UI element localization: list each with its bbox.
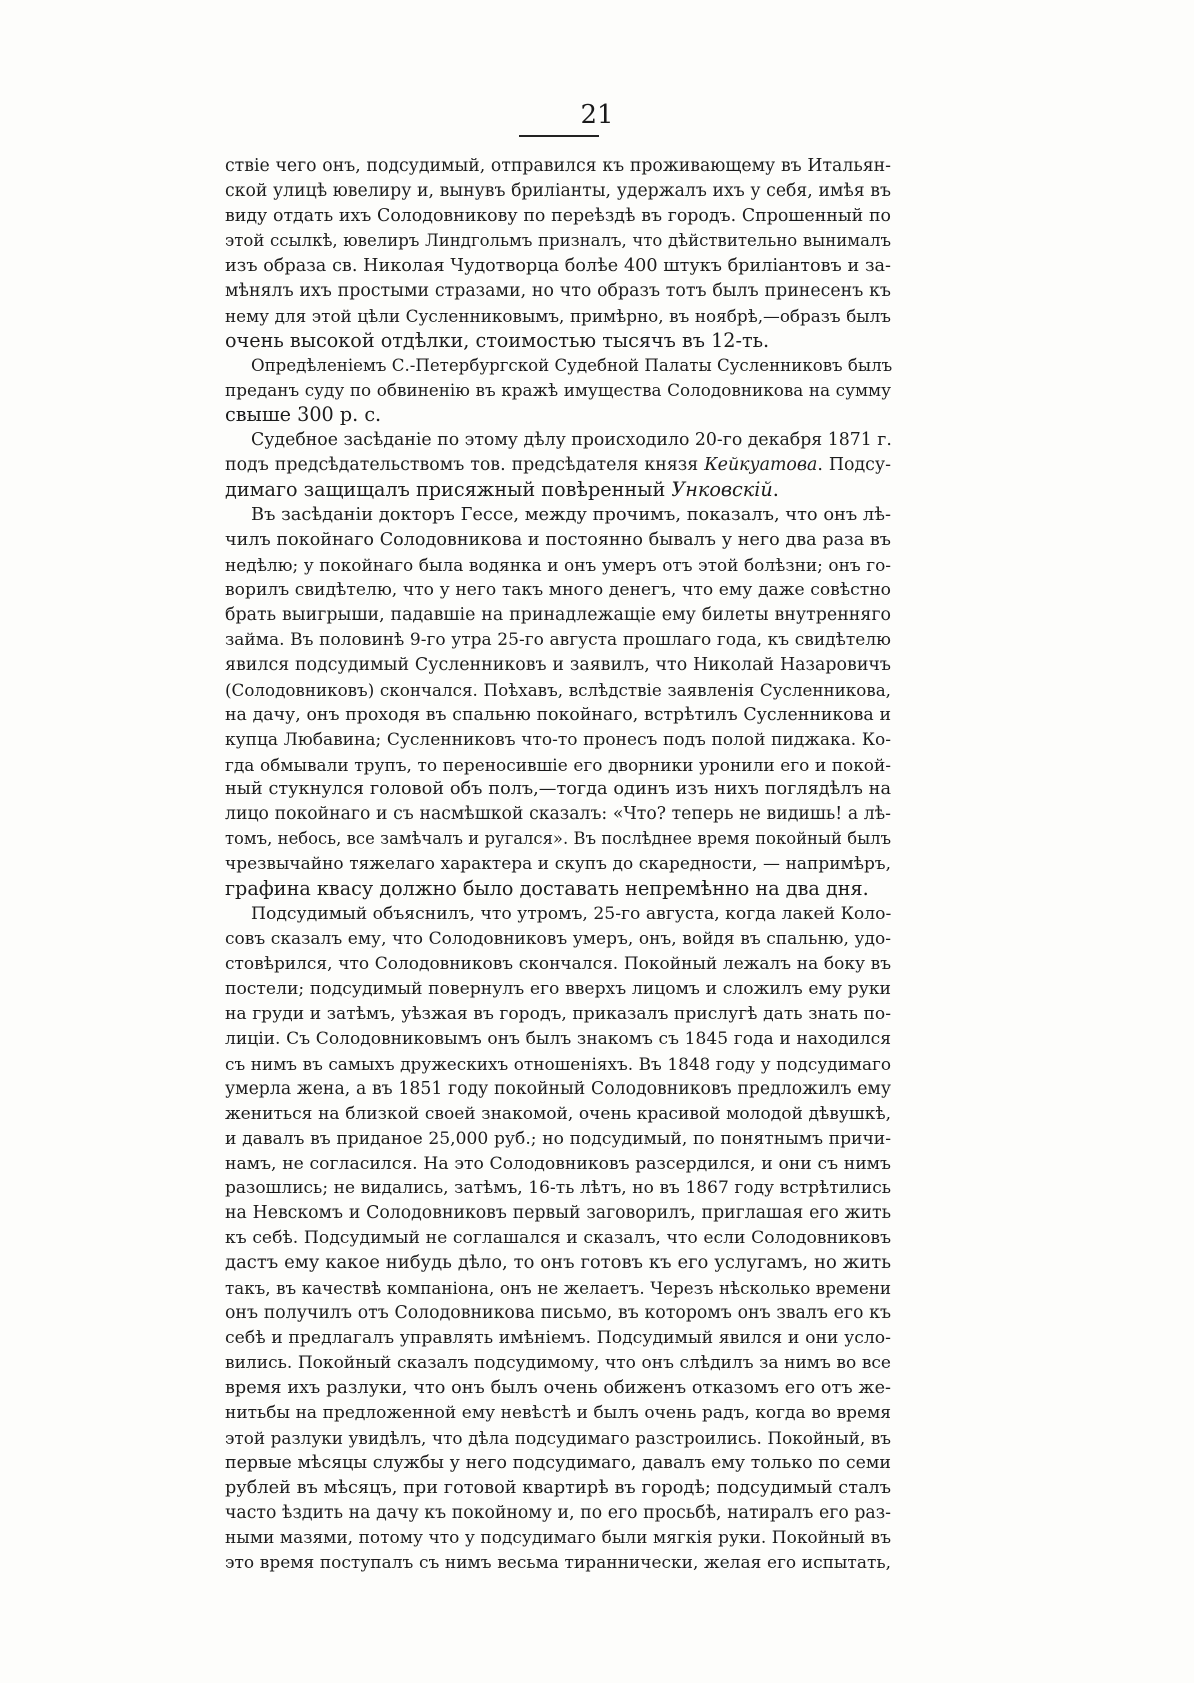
text-line: графина квасу должно было доставать непремѣнно на два дня. <box>225 877 869 901</box>
text-line: ный стукнулся головой объ полъ,—тогда одинъ изъ нихъ поглядѣлъ на <box>225 779 891 800</box>
text-line: первые мѣсяцы службы у него подсудимаго, давалъ ему только по семи <box>225 1452 891 1473</box>
text-line: купца Любавина; Сусленниковъ что-то пронесъ подъ полой пиджака. Ко- <box>225 729 891 750</box>
text-line: преданъ суду по обвиненію въ кражѣ имущества Солодовникова на сумму <box>225 380 891 401</box>
text-line: чрезвычайно тяжелаго характера и скупъ до скаредности, — напримѣръ, <box>225 854 891 875</box>
text-line: ными мазями, потому что у подсудимаго были мягкія руки. Покойный въ <box>225 1527 891 1548</box>
text-line: разошлись; не видались, затѣмъ, 16-ть лѣтъ, но въ 1867 году встрѣтились <box>225 1178 891 1199</box>
text-line: томъ, небось, все замѣчалъ и ругался». Въ послѣднее время покойный былъ <box>225 829 891 849</box>
text-line: свыше 300 р. с. <box>225 403 382 427</box>
text-line: лиціи. Съ Солодовниковымъ онъ былъ знакомъ съ 1845 года и находился <box>225 1028 891 1049</box>
text-line: изъ образа св. Николая Чудотворца болѣе 400 штукъ бриліантовъ и за- <box>225 255 891 276</box>
text-line: себѣ и предлагалъ управлять имѣніемъ. Подсудимый явился и они усло- <box>225 1328 891 1349</box>
text-line: нему для этой цѣли Сусленниковымъ, примѣрно, въ ноябрѣ,—образъ былъ <box>225 305 891 326</box>
body-text <box>225 154 891 1575</box>
text-line: ствіе чего онъ, подсудимый, отправился къ проживающему въ Итальян- <box>225 156 891 176</box>
text-line: займа. Въ половинѣ 9-го утра 25-го августа прошлаго года, къ свидѣтелю <box>225 629 891 650</box>
text-line: Подсудимый объяснилъ, что утромъ, 25-го августа, когда лакей Коло- <box>251 904 892 925</box>
text-line: явился подсудимый Сусленниковъ и заявилъ, что Николай Назаровичъ <box>225 654 891 675</box>
text-line: умерла жена, а въ 1851 году покойный Солодовниковъ предложилъ ему <box>225 1078 891 1099</box>
text-line: на Невскомъ и Солодовниковъ первый заговорилъ, приглашая его жить <box>225 1203 891 1224</box>
text-line: и давалъ въ приданое 25,000 руб.; но подсудимый, по понятнымъ причи- <box>225 1128 891 1149</box>
text-line: такъ, въ качествѣ компаніона, онъ не желаетъ. Черезъ нѣсколько времени <box>225 1278 891 1299</box>
text-line: намъ, не согласился. На это Солодовниковъ разсердился, и они съ нимъ <box>225 1153 891 1174</box>
text-line: стовѣрился, что Солодовниковъ скончался. Покойный лежалъ на боку въ <box>225 954 891 974</box>
page-number-rule <box>519 135 599 137</box>
text-line: Въ засѣданіи докторъ Гессе, между прочимъ, показалъ, что онъ лѣ- <box>251 504 891 526</box>
text-line: постели; подсудимый повернулъ его вверхъ лицомъ и сложилъ ему руки <box>225 978 891 999</box>
text-line: лицо покойнаго и съ насмѣшкой сказалъ: «Что? теперь не видишь! а лѣ- <box>225 804 891 825</box>
text-line: брать выигрыши, падавшіе на принадлежащіе ему билеты внутренняго <box>225 604 891 625</box>
text-line: съ нимъ въ самыхъ дружескихъ отношеніяхъ. Въ 1848 году у подсудимаго <box>225 1053 891 1074</box>
text-line: мѣнялъ ихъ простыми стразами, но что образъ тотъ былъ принесенъ къ <box>225 280 891 301</box>
text-line: Опредѣленіемъ С.-Петербургской Судебной Палаты Сусленниковъ былъ <box>251 355 893 375</box>
text-line: рублей въ мѣсяцъ, при готовой квартирѣ въ городѣ; подсудимый сталъ <box>225 1477 891 1498</box>
text-line: къ себѣ. Подсудимый не соглашался и сказалъ, что если Солодовниковъ <box>225 1228 891 1249</box>
text-line: гда обмывали трупъ, то переносившіе его дворники уронили его и покой- <box>225 754 891 775</box>
text-line: недѣлю; у покойнаго была водянка и онъ умеръ отъ этой болѣзни; онъ го- <box>225 555 891 575</box>
text-line: очень высокой отдѣлки, стоимостью тысячъ въ 12-ть. <box>225 328 770 352</box>
text-line: часто ѣздить на дачу къ покойному и, по его просьбѣ, натиралъ его раз- <box>225 1502 891 1523</box>
text-line: это время поступалъ съ нимъ весьма тираннически, желая его испытать, <box>225 1552 891 1573</box>
italic-name: Кейкуатова <box>704 455 818 476</box>
text-line: ворилъ свидѣтелю, что у него такъ много денегъ, что ему даже совѣстно <box>225 579 891 600</box>
page-number: 21 <box>580 100 614 130</box>
text-line: жениться на близкой своей знакомой, очень красивой молодой дѣвушкѣ, <box>225 1103 891 1124</box>
text-line: подъ предсѣдательствомъ тов. предсѣдателя князя Кейкуатова. Подсу- <box>225 455 892 476</box>
text-line: дастъ ему какое нибудь дѣло, то онъ готовъ къ его услугамъ, но жить <box>225 1252 891 1274</box>
text-line: этой ссылкѣ, ювелиръ Линдгольмъ призналъ, что дѣйствительно вынималъ <box>225 230 891 250</box>
text-line: время ихъ разлуки, что онъ былъ очень обиженъ отказомъ его отъ же- <box>225 1377 891 1398</box>
text-line: Судебное засѣданіе по этому дѣлу происходило 20-го декабря 1871 г. <box>251 430 892 451</box>
text-line: виду отдать ихъ Солодовникову по переѣздѣ въ городъ. Спрошенный по <box>225 205 891 226</box>
text-line: ской улицѣ ювелиру и, вынувъ бриліанты, удержалъ ихъ у себя, имѣя въ <box>225 180 891 201</box>
text-line: онъ получилъ отъ Солодовникова письмо, въ которомъ онъ звалъ его къ <box>225 1303 891 1324</box>
text-line: совъ сказалъ ему, что Солодовниковъ умеръ, онъ, войдя въ спальню, удо- <box>225 929 891 950</box>
text-line: на груди и затѣмъ, уѣзжая въ городъ, приказалъ прислугѣ дать знать по- <box>225 1003 891 1024</box>
text-line: нитьбы на предложенной ему невѣстѣ и былъ очень радъ, когда во время <box>225 1402 891 1423</box>
text-line: димаго защищалъ присяжный повѣренный Унковскій. <box>225 478 779 502</box>
text-line: на дачу, онъ проходя въ спальню покойнаго, встрѣтилъ Сусленникова и <box>225 704 891 725</box>
text-line: вились. Покойный сказалъ подсудимому, что онъ слѣдилъ за нимъ во все <box>225 1353 891 1373</box>
text-line: (Солодовниковъ) скончался. Поѣхавъ, вслѣдствіе заявленія Сусленникова, <box>225 679 891 700</box>
text-line: этой разлуки увидѣлъ, что дѣла подсудимаго разстроились. Покойный, въ <box>225 1427 891 1448</box>
text-line: чилъ покойнаго Солодовникова и постоянно бывалъ у него два раза въ <box>225 530 891 551</box>
italic-name: Унковскій <box>671 478 773 502</box>
